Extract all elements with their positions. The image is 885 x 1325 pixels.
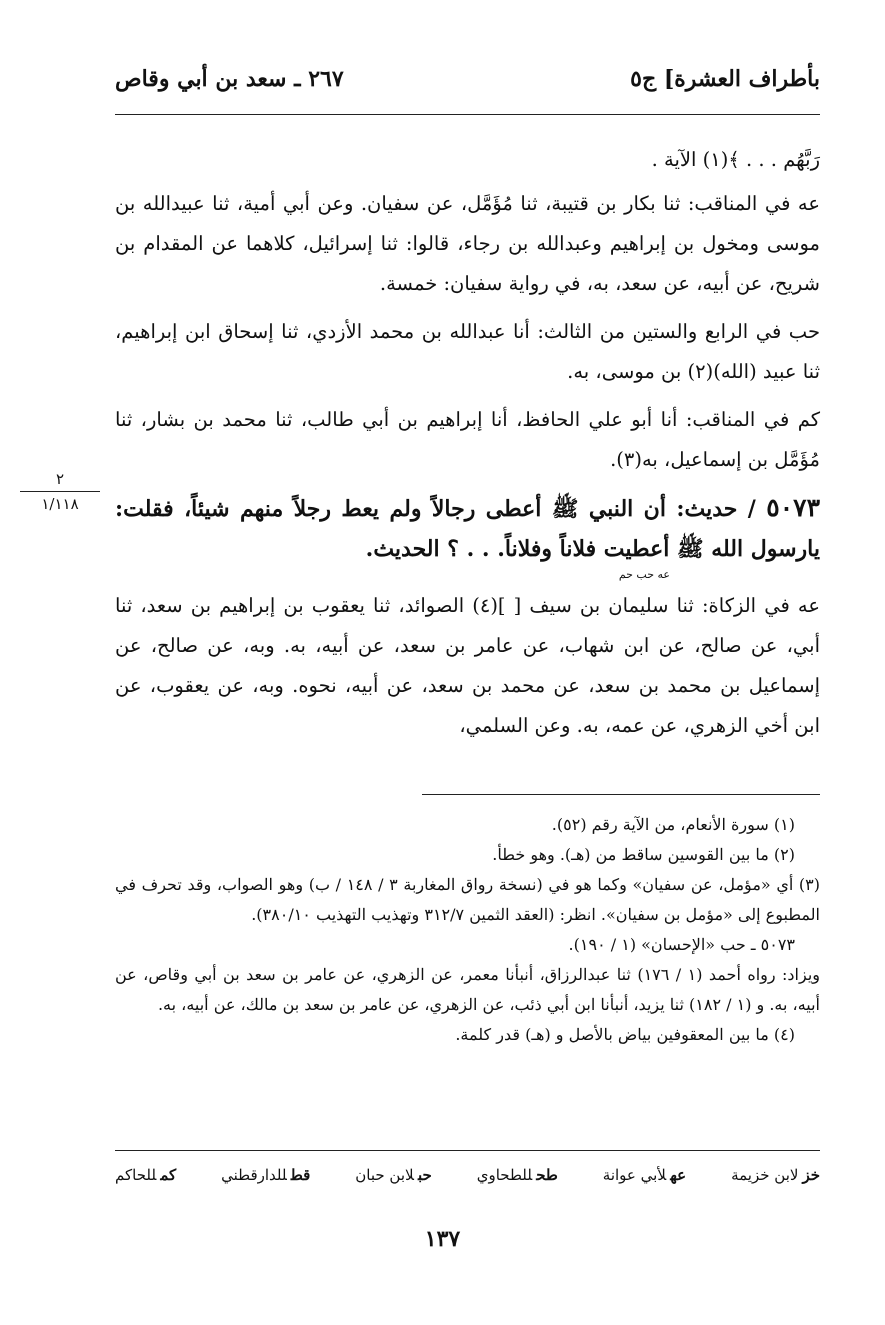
margin-reference-rule (20, 491, 100, 492)
header-left-title: ٢٦٧ ـ سعد بن أبي وقاص (115, 66, 344, 92)
footnote-4: (٤) ما بين المعقوفين بياض بالأصل و (هـ) قدر كلمة. (455, 1025, 795, 1044)
footnote-hadith-5073: ٥٠٧٣ ـ حب «الإحسان» (١ / ١٩٠). (568, 935, 795, 954)
legend-item: حبلابن حبان (355, 1166, 432, 1184)
footnotes (115, 810, 820, 1050)
paragraph-ibn-hibban: حب في الرابع والستين من الثالث: أنا عبدالله بن محمد الأزدي، ثنا إسحاق ابن إبراهيم، ثنا عبيد (الله)(٢) بن موسى، به. (115, 320, 820, 383)
verse-line: رَبَّهُم . . . ﴾(١) الآية . (651, 148, 820, 171)
footnote-divider (422, 794, 820, 795)
hadith-heading (115, 488, 820, 580)
legend-item: قطللدارقطني (221, 1166, 311, 1184)
paragraph-hakim: كم في المناقب: أنا أبو علي الحافظ، أنا إبراهيم بن أبي طالب، ثنا محمد بن بشار، ثنا مُؤَمَّل بن إسماعيل، به(٣). (115, 408, 820, 471)
footnote-addition: ويزاد: رواه أحمد (١ / ١٧٦) ثنا عبدالرزاق، أنبأنا معمر، عن الزهري، عن عامر بن سعد بن أبي وقاص، عن أبيه، به. و (١ / ١٨٢) ثنا يزيد، أنبأنا ابن أبي ذئب، عن الزهري، عن عامر بن سعد بن مالك، عن أبيه، به. (115, 965, 821, 1014)
footnote-2: (٢) ما بين القوسين ساقط من (هـ). وهو خطأ. (492, 845, 795, 864)
main-text (115, 140, 820, 754)
page-number: ١٣٧ (424, 1226, 461, 1252)
margin-reference-top: ٢ (55, 470, 65, 488)
header-divider (115, 114, 820, 115)
margin-reference (20, 470, 100, 513)
footnote-1: (١) سورة الأنعام، من الآية رقم (٥٢). (551, 815, 795, 834)
hadith-sigla: عه حب حم (618, 568, 670, 581)
abbreviation-legend (115, 1166, 820, 1184)
paragraph-manaqib-awana: عه في المناقب: ثنا بكار بن قتيبة، ثنا مُؤَمَّل، عن سفيان. وعن أبي أمية، ثنا عبيدالله بن موسى ومخول بن إبراهيم وعبدالله بن رجاء، قالوا: ثنا إسرائيل، كلاهما عن المقدام بن شريح، عن أبيه، عن سعد، به، في رواية سفيان: خمسة. (115, 192, 820, 295)
margin-reference-bottom: ١/١١٨ (41, 495, 79, 513)
running-header (115, 58, 820, 100)
paragraph-zakat: عه في الزكاة: ثنا سليمان بن سيف [ ](٤) الصوائد، ثنا يعقوب بن إبراهيم بن سعد، ثنا أبي، عن صالح، عن ابن شهاب، عن عامر بن سعد، عن أبيه، به. وبه، عن صالح، عن إسماعيل بن محمد بن سعد، عن محمد بن سعد، عن أبيه، نحوه. وبه، عن يعقوب، عن ابن أخي الزهري، عن عمه، به. وعن السلمي، (115, 594, 820, 737)
legend-divider (115, 1150, 820, 1151)
legend-item: كمللحاكم (115, 1166, 177, 1184)
footnote-3: (٣) أي «مؤمل، عن سفيان» وكما هو في (نسخة رواق المغاربة ٣ / ١٤٨ / ب) وهو الصواب، وقد تحرف في المطبوع إلى «مؤمل بن سفيان». انظر: (العقد الثمين ٣١٢/٧ وتهذيب التهذيب ٣٨٠/١٠). (115, 875, 821, 924)
legend-item: عهلأبي عوانة (602, 1166, 687, 1184)
legend-item: خزلابن خزيمة (731, 1166, 820, 1184)
hadith-number: ٥٠٧٣ (766, 493, 820, 522)
hadith-heading-line (115, 488, 820, 569)
hadith-text: / حديث: أن النبي ﷺ أعطى رجالاً ولم يعط رجلاً منهم شيئاً، فقلت: يارسول الله ﷺ أعطيت فلاناً وفلاناً. . . ؟ الحديث. (115, 496, 820, 562)
legend-item: طحللطحاوي (476, 1166, 558, 1184)
header-right-title: بأطراف العشرة] ج٥ (630, 66, 820, 92)
